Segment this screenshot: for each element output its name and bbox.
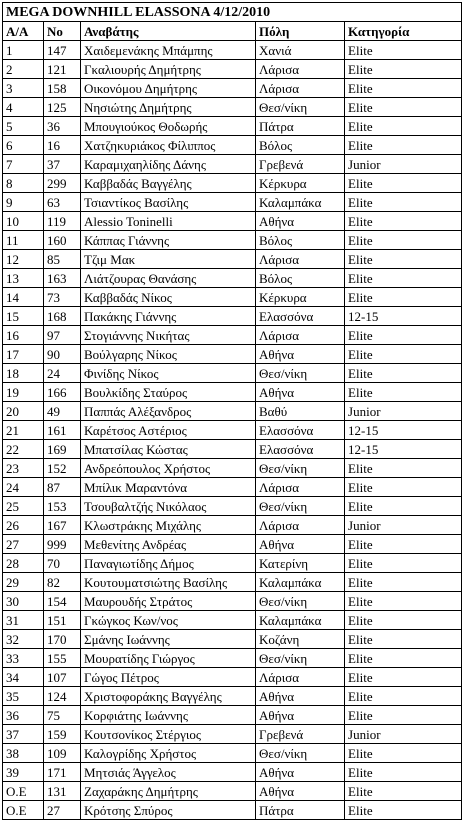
category-cell: Elite (345, 174, 462, 193)
column-header-number: No (44, 22, 81, 41)
table-row (3, 744, 462, 763)
rider-cell: Καρέτσος Αστέριος (81, 421, 256, 440)
category-cell: Elite (345, 573, 462, 592)
rank-cell: 19 (3, 383, 44, 402)
category-cell: Elite (345, 459, 462, 478)
number-cell: 152 (44, 459, 81, 478)
city-cell: Καλαμπάκα (256, 193, 345, 212)
table-row (3, 421, 462, 440)
city-cell: Καλαμπάκα (256, 611, 345, 630)
table-row (3, 592, 462, 611)
category-cell: Elite (345, 364, 462, 383)
rank-cell: 7 (3, 155, 44, 174)
number-cell: 155 (44, 649, 81, 668)
number-cell: 27 (44, 801, 81, 820)
number-cell: 125 (44, 98, 81, 117)
city-cell: Κέρκυρα (256, 174, 345, 193)
city-cell: Αθήνα (256, 212, 345, 231)
city-cell: Λάρισα (256, 60, 345, 79)
column-header-rank: A/A (3, 22, 44, 41)
table-row (3, 535, 462, 554)
number-cell: 169 (44, 440, 81, 459)
rider-cell: Κάππας Γιάννης (81, 231, 256, 250)
table-row (3, 554, 462, 573)
rank-cell: 38 (3, 744, 44, 763)
number-cell: 36 (44, 117, 81, 136)
category-cell: Junior (345, 155, 462, 174)
table-row (3, 801, 462, 820)
city-cell: Πάτρα (256, 801, 345, 820)
number-cell: 107 (44, 668, 81, 687)
city-cell: Θεσ/νίκη (256, 497, 345, 516)
rider-cell: Χατζηκυριάκος Φίλιππος (81, 136, 256, 155)
table-row (3, 649, 462, 668)
category-cell: Elite (345, 326, 462, 345)
number-cell: 121 (44, 60, 81, 79)
rank-cell: 5 (3, 117, 44, 136)
table-row (3, 60, 462, 79)
rider-cell: Κλωστράκης Μιχάλης (81, 516, 256, 535)
number-cell: 163 (44, 269, 81, 288)
rider-cell: Χαιδεμενάκης Μπάμπης (81, 41, 256, 60)
city-cell: Θεσ/νίκη (256, 364, 345, 383)
table-row (3, 687, 462, 706)
rider-cell: Βουλκίδης Σταύρος (81, 383, 256, 402)
number-cell: 90 (44, 345, 81, 364)
number-cell: 154 (44, 592, 81, 611)
number-cell: 73 (44, 288, 81, 307)
rider-cell: Τσιαντίκος Βασίλης (81, 193, 256, 212)
rank-cell: 32 (3, 630, 44, 649)
rider-cell: Πακάκης Γιάννης (81, 307, 256, 326)
rank-cell: 39 (3, 763, 44, 782)
category-cell: Elite (345, 288, 462, 307)
rank-cell: 12 (3, 250, 44, 269)
number-cell: 158 (44, 79, 81, 98)
rider-cell: Καββαδάς Βαγγέλης (81, 174, 256, 193)
number-cell: 159 (44, 725, 81, 744)
table-row (3, 478, 462, 497)
rank-cell: 10 (3, 212, 44, 231)
rank-cell: 3 (3, 79, 44, 98)
rider-cell: Οικονόμου Δημήτρης (81, 79, 256, 98)
number-cell: 299 (44, 174, 81, 193)
table-row (3, 630, 462, 649)
rank-cell: 6 (3, 136, 44, 155)
table-row (3, 782, 462, 801)
city-cell: Αθήνα (256, 782, 345, 801)
category-cell: 12-15 (345, 307, 462, 326)
number-cell: 151 (44, 611, 81, 630)
number-cell: 999 (44, 535, 81, 554)
rider-cell: Μεθενίτης Ανδρέας (81, 535, 256, 554)
rider-cell: Νησιώτης Δημήτρης (81, 98, 256, 117)
city-cell: Γρεβενά (256, 155, 345, 174)
rank-cell: 35 (3, 687, 44, 706)
rank-cell: 2 (3, 60, 44, 79)
rank-cell: 25 (3, 497, 44, 516)
table-row (3, 440, 462, 459)
rank-cell: 11 (3, 231, 44, 250)
city-cell: Κατερίνη (256, 554, 345, 573)
rider-cell: Γώγος Πέτρος (81, 668, 256, 687)
city-cell: Ελασσόνα (256, 440, 345, 459)
rank-cell: 27 (3, 535, 44, 554)
column-header-city: Πόλη (256, 22, 345, 41)
rank-cell: 29 (3, 573, 44, 592)
category-cell: Elite (345, 497, 462, 516)
table-row (3, 706, 462, 725)
city-cell: Ελασσόνα (256, 421, 345, 440)
rank-cell: 34 (3, 668, 44, 687)
rider-cell: Μουρατίδης Γιώργος (81, 649, 256, 668)
table-row (3, 212, 462, 231)
city-cell: Θεσ/νίκη (256, 459, 345, 478)
title-row-empty-cell (345, 3, 462, 22)
rider-cell: Μαυρουδής Στράτος (81, 592, 256, 611)
rank-cell: 28 (3, 554, 44, 573)
rank-cell: 20 (3, 402, 44, 421)
city-cell: Λάρισα (256, 516, 345, 535)
rider-cell: Φινίδης Νίκος (81, 364, 256, 383)
number-cell: 119 (44, 212, 81, 231)
rider-cell: Καλογρίδης Χρήστος (81, 744, 256, 763)
table-row (3, 41, 462, 60)
category-cell: Elite (345, 117, 462, 136)
city-cell: Αθήνα (256, 687, 345, 706)
category-cell: Elite (345, 649, 462, 668)
rider-cell: Κρότσης Σπύρος (81, 801, 256, 820)
category-cell: Elite (345, 383, 462, 402)
category-cell: Elite (345, 212, 462, 231)
city-cell: Καλαμπάκα (256, 573, 345, 592)
rank-cell: 26 (3, 516, 44, 535)
rider-cell: Στογιάννης Νικήτας (81, 326, 256, 345)
rank-cell: 1 (3, 41, 44, 60)
city-cell: Αθήνα (256, 383, 345, 402)
results-table (2, 2, 462, 820)
title-row (3, 3, 462, 22)
rank-cell: 23 (3, 459, 44, 478)
city-cell: Χανιά (256, 41, 345, 60)
category-cell: 12-15 (345, 421, 462, 440)
number-cell: 85 (44, 250, 81, 269)
rider-cell: Μπουγιούκος Θοδωρής (81, 117, 256, 136)
category-cell: 12-15 (345, 440, 462, 459)
table-row (3, 193, 462, 212)
city-cell: Αθήνα (256, 763, 345, 782)
table-row (3, 155, 462, 174)
rank-cell: 24 (3, 478, 44, 497)
number-cell: 87 (44, 478, 81, 497)
rank-cell: 16 (3, 326, 44, 345)
rider-cell: Καββαδάς Νίκος (81, 288, 256, 307)
table-row (3, 98, 462, 117)
rank-cell: Ο.Ε (3, 801, 44, 820)
number-cell: 49 (44, 402, 81, 421)
table-row (3, 725, 462, 744)
table-row (3, 459, 462, 478)
number-cell: 171 (44, 763, 81, 782)
rank-cell: 8 (3, 174, 44, 193)
rank-cell: 15 (3, 307, 44, 326)
category-cell: Elite (345, 231, 462, 250)
table-row (3, 250, 462, 269)
city-cell: Βαθύ (256, 402, 345, 421)
number-cell: 75 (44, 706, 81, 725)
category-cell: Elite (345, 79, 462, 98)
rider-cell: Μπατσίλας Κώστας (81, 440, 256, 459)
number-cell: 124 (44, 687, 81, 706)
city-cell: Λάρισα (256, 79, 345, 98)
number-cell: 161 (44, 421, 81, 440)
table-row (3, 136, 462, 155)
number-cell: 97 (44, 326, 81, 345)
rider-cell: Τσουβαλτζής Νικόλαος (81, 497, 256, 516)
category-cell: Elite (345, 250, 462, 269)
number-cell: 24 (44, 364, 81, 383)
rider-cell: Βούλγαρης Νίκος (81, 345, 256, 364)
rider-cell: Ανδρεόπουλος Χρήστος (81, 459, 256, 478)
number-cell: 37 (44, 155, 81, 174)
category-cell: Elite (345, 687, 462, 706)
rider-cell: Κορφιάτης Ιωάννης (81, 706, 256, 725)
rank-cell: Ο.Ε (3, 782, 44, 801)
category-cell: Elite (345, 630, 462, 649)
category-cell: Elite (345, 782, 462, 801)
category-cell: Elite (345, 592, 462, 611)
number-cell: 168 (44, 307, 81, 326)
table-row (3, 79, 462, 98)
category-cell: Elite (345, 98, 462, 117)
category-cell: Elite (345, 763, 462, 782)
rank-cell: 22 (3, 440, 44, 459)
city-cell: Λάρισα (256, 478, 345, 497)
number-cell: 82 (44, 573, 81, 592)
table-row (3, 668, 462, 687)
number-cell: 167 (44, 516, 81, 535)
number-cell: 70 (44, 554, 81, 573)
category-cell: Elite (345, 801, 462, 820)
table-row (3, 611, 462, 630)
rank-cell: 30 (3, 592, 44, 611)
city-cell: Βόλος (256, 231, 345, 250)
city-cell: Βόλος (256, 269, 345, 288)
rider-cell: Μπίλικ Μαραντόνα (81, 478, 256, 497)
number-cell: 170 (44, 630, 81, 649)
table-row (3, 516, 462, 535)
category-cell: Elite (345, 478, 462, 497)
city-cell: Ελασσόνα (256, 307, 345, 326)
rank-cell: 18 (3, 364, 44, 383)
rider-cell: Γκώγκος Κων/νος (81, 611, 256, 630)
table-row (3, 117, 462, 136)
city-cell: Θεσ/νίκη (256, 98, 345, 117)
number-cell: 160 (44, 231, 81, 250)
rider-cell: Μητσιάς Άγγελος (81, 763, 256, 782)
rider-cell: Λιάτζουρας Θανάσης (81, 269, 256, 288)
category-cell: Elite (345, 269, 462, 288)
sheet-title: MEGA DOWNHILL ELASSONA 4/12/2010 (3, 3, 345, 22)
table-row (3, 174, 462, 193)
category-cell: Elite (345, 60, 462, 79)
city-cell: Θεσ/νίκη (256, 592, 345, 611)
category-cell: Elite (345, 668, 462, 687)
city-cell: Βόλος (256, 136, 345, 155)
city-cell: Πάτρα (256, 117, 345, 136)
number-cell: 16 (44, 136, 81, 155)
table-row (3, 497, 462, 516)
rider-cell: Alessio Toninelli (81, 212, 256, 231)
rank-cell: 4 (3, 98, 44, 117)
category-cell: Elite (345, 706, 462, 725)
city-cell: Λάρισα (256, 326, 345, 345)
category-cell: Elite (345, 535, 462, 554)
table-row (3, 573, 462, 592)
rider-cell: Καραμιχαηλίδης Δάνης (81, 155, 256, 174)
rider-cell: Κουτουματσιώτης Βασίλης (81, 573, 256, 592)
city-cell: Λάρισα (256, 668, 345, 687)
table-row (3, 307, 462, 326)
city-cell: Αθήνα (256, 345, 345, 364)
rank-cell: 17 (3, 345, 44, 364)
city-cell: Αθήνα (256, 706, 345, 725)
rider-cell: Παναγιωτίδης Δήμος (81, 554, 256, 573)
category-cell: Elite (345, 744, 462, 763)
city-cell: Κέρκυρα (256, 288, 345, 307)
table-row (3, 763, 462, 782)
table-row (3, 383, 462, 402)
table-row (3, 326, 462, 345)
rank-cell: 36 (3, 706, 44, 725)
category-cell: Junior (345, 725, 462, 744)
table-row (3, 269, 462, 288)
city-cell: Θεσ/νίκη (256, 649, 345, 668)
category-cell: Elite (345, 345, 462, 364)
number-cell: 153 (44, 497, 81, 516)
category-cell: Elite (345, 193, 462, 212)
rider-cell: Χριστοφοράκης Βαγγέλης (81, 687, 256, 706)
rider-cell: Τζιμ Μακ (81, 250, 256, 269)
rank-cell: 37 (3, 725, 44, 744)
number-cell: 131 (44, 782, 81, 801)
rider-cell: Γκαλιουρής Δημήτρης (81, 60, 256, 79)
header-row (3, 22, 462, 41)
rider-cell: Ζαχαράκης Δημήτρης (81, 782, 256, 801)
rank-cell: 13 (3, 269, 44, 288)
table-row (3, 231, 462, 250)
column-header-rider: Αναβάτης (81, 22, 256, 41)
city-cell: Θεσ/νίκη (256, 744, 345, 763)
table-body (3, 41, 462, 820)
category-cell: Junior (345, 516, 462, 535)
results-sheet (2, 2, 461, 820)
number-cell: 147 (44, 41, 81, 60)
category-cell: Junior (345, 402, 462, 421)
city-cell: Γρεβενά (256, 725, 345, 744)
rank-cell: 9 (3, 193, 44, 212)
rank-cell: 21 (3, 421, 44, 440)
table-row (3, 345, 462, 364)
category-cell: Elite (345, 611, 462, 630)
table-row (3, 364, 462, 383)
category-cell: Elite (345, 554, 462, 573)
rider-cell: Κουτσονίκος Στέργιος (81, 725, 256, 744)
rank-cell: 33 (3, 649, 44, 668)
number-cell: 63 (44, 193, 81, 212)
number-cell: 166 (44, 383, 81, 402)
table-row (3, 402, 462, 421)
city-cell: Λάρισα (256, 250, 345, 269)
rank-cell: 31 (3, 611, 44, 630)
table-row (3, 288, 462, 307)
rider-cell: Σμάνης Ιωάννης (81, 630, 256, 649)
category-cell: Elite (345, 41, 462, 60)
rank-cell: 14 (3, 288, 44, 307)
number-cell: 109 (44, 744, 81, 763)
city-cell: Αθήνα (256, 535, 345, 554)
rider-cell: Παππάς Αλέξανδρος (81, 402, 256, 421)
column-header-category: Κατηγορία (345, 22, 462, 41)
city-cell: Κοζάνη (256, 630, 345, 649)
category-cell: Elite (345, 136, 462, 155)
